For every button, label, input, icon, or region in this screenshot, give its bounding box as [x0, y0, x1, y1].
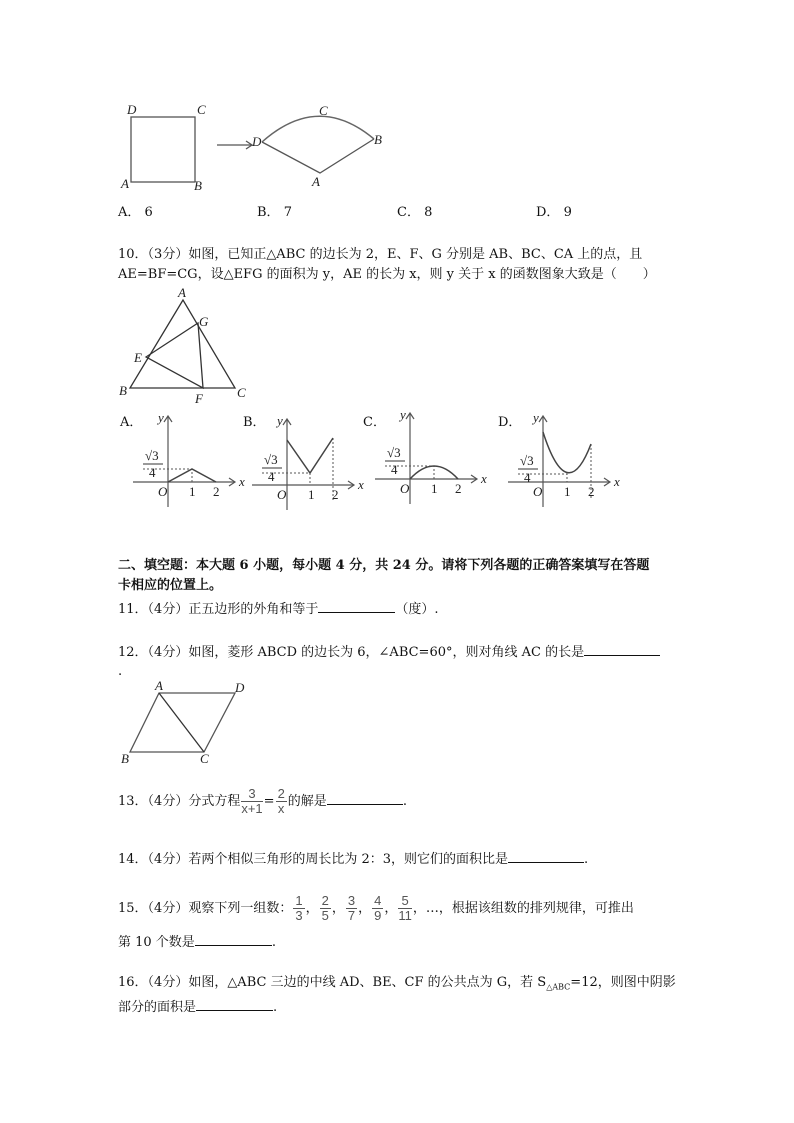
q14-answer-blank[interactable] — [508, 849, 584, 863]
x-label: x — [358, 477, 364, 492]
frac-numerator: √3 — [387, 445, 401, 460]
frac-denominator: 4 — [268, 469, 275, 484]
function-curve — [287, 438, 333, 473]
q10-option-a[interactable]: A． — [120, 415, 143, 430]
svg-text:G: G — [199, 314, 209, 329]
frac-numerator: √3 — [145, 448, 159, 463]
svg-text:B: B — [121, 751, 129, 766]
tick-1: 1 — [564, 484, 571, 499]
option-b[interactable]: B． 7 — [257, 205, 292, 220]
q11-answer-blank[interactable] — [318, 599, 395, 613]
q12-answer-blank[interactable] — [584, 642, 660, 656]
q12: 12．（4分）如图，菱形 ABCD 的边长为 6，∠ABC=60°，则对角线 AC 的长是 — [118, 642, 660, 661]
sector-figure — [252, 100, 385, 190]
svg-text:A: A — [312, 174, 320, 189]
svg-text:A: A — [121, 176, 129, 191]
q15-answer-blank[interactable] — [195, 932, 272, 946]
q13-answer-blank[interactable] — [327, 791, 403, 805]
q15: 15．（4分）观察下列一组数： $\frac{1}{3}$ ， $\frac{2}{5}$ ， $\frac{3}{7}$ ， $\frac{4}{9}$ ， $\frac{5}{11}$ ，…，根据该组数的排列规律，可推出 — [118, 893, 634, 923]
svg-text:C: C — [319, 103, 328, 118]
svg-text:B: B — [119, 383, 127, 398]
comma: ， — [358, 901, 372, 916]
q16-line1: 16．（4分）如图，△ABC 三边的中线 AD、BE、CF 的公共点为 G，若 $S_{\triangle ABC}=12$，则图中阴影 — [118, 975, 676, 992]
y-label: y — [277, 413, 283, 428]
section2-heading-line2: 卡相应的位置上。 — [118, 578, 223, 593]
q16-answer-blank[interactable] — [196, 997, 273, 1011]
rhombus-figure — [115, 678, 255, 768]
origin-label: O — [277, 487, 287, 502]
square-figure — [115, 100, 215, 195]
svg-text:B: B — [374, 132, 382, 147]
q15-line2: 第 10 个数是 . — [118, 932, 276, 951]
sequence-fraction: $\frac{1}{3}$ — [295, 893, 303, 923]
option-a[interactable]: A． 6 — [118, 205, 153, 220]
fraction-3-over-x-plus-1: $\frac{3}{x+1}$ — [241, 786, 263, 816]
option-d[interactable]: D． 9 — [536, 205, 572, 220]
q11: 11．（4分）正五边形的外角和等于 （度）. — [118, 599, 438, 618]
frac-denominator: 4 — [149, 465, 156, 480]
q10-text-line1: 10．（3分）如图，已知正△ABC 的边长为 2，E、F、G 分别是 AB、BC、CA 上的点，且 — [118, 247, 643, 262]
origin-label: O — [533, 484, 543, 499]
x-label: x — [239, 474, 245, 489]
svg-text:C: C — [197, 102, 206, 117]
function-curve — [543, 432, 591, 473]
comma: ， — [331, 901, 345, 916]
q10-option-b[interactable]: B． — [243, 415, 266, 430]
origin-label: O — [400, 481, 410, 496]
sequence-fraction: $\frac{2}{5}$ — [321, 893, 329, 923]
x-label: x — [481, 471, 487, 486]
arrow-icon — [215, 139, 255, 151]
frac-numerator: √3 — [264, 452, 278, 467]
tick-1: 1 — [308, 487, 315, 502]
svg-text:D: D — [252, 134, 262, 149]
tick-2: 2 — [455, 481, 462, 496]
graph-d — [498, 412, 648, 507]
svg-text:D: D — [127, 102, 137, 117]
q16-line2: 部分的面积是 . — [118, 997, 277, 1016]
graph-c — [365, 409, 515, 504]
svg-text:F: F — [195, 391, 203, 406]
frac-numerator: √3 — [520, 453, 534, 468]
q10-text-line2: AE=BF=CG，设△EFG 的面积为 y，AE 的长为 x，则 y 关于 x 的函数图象大致是（ ） — [118, 267, 656, 282]
q14: 14．（4分）若两个相似三角形的周长比为 2：3，则它们的面积比是 . — [118, 849, 588, 868]
triangle-efg-figure — [115, 285, 255, 405]
svg-text:A: A — [155, 678, 163, 693]
q10-option-d[interactable]: D． — [498, 415, 522, 430]
tick-2: 2 — [332, 487, 339, 502]
svg-text:C: C — [200, 751, 209, 766]
q13: 13．（4分）分式方程 $\frac{3}{x+1}$ = $\frac{2}{x}$ 的解是 . — [118, 786, 407, 816]
sequence-fraction: $\frac{3}{7}$ — [347, 893, 356, 923]
svg-text:D: D — [235, 680, 245, 695]
tick-1: 1 — [431, 481, 438, 496]
svg-text:B: B — [194, 178, 202, 193]
y-label: y — [400, 407, 406, 422]
comma: ， — [305, 901, 319, 916]
svg-text:A: A — [178, 285, 186, 300]
frac-denominator: 4 — [391, 462, 398, 477]
q10-option-c[interactable]: C． — [363, 415, 386, 430]
q12-period: . — [118, 664, 123, 679]
tick-1: 1 — [189, 484, 196, 499]
y-label: y — [158, 410, 164, 425]
svg-text:C: C — [237, 385, 246, 400]
sequence-fraction: $\frac{4}{9}$ — [374, 893, 382, 923]
comma: ， — [384, 901, 398, 916]
y-label: y — [533, 410, 539, 425]
section2-heading-line1: 二、填空题：本大题 6 小题，每小题 4 分，共 24 分。请将下列各题的正确答案填写在答题 — [118, 558, 650, 573]
option-c[interactable]: C． 8 — [397, 205, 433, 220]
origin-label: O — [158, 484, 168, 499]
fraction-2-over-x: $\frac{2}{x}$ — [277, 786, 285, 816]
x-label: x — [614, 474, 620, 489]
frac-denominator: 4 — [524, 470, 531, 485]
tick-2: 2 — [588, 484, 595, 499]
tick-2: 2 — [213, 484, 220, 499]
svg-text:E: E — [134, 350, 142, 365]
sequence-fraction: $\frac{5}{11}$ — [398, 893, 412, 923]
